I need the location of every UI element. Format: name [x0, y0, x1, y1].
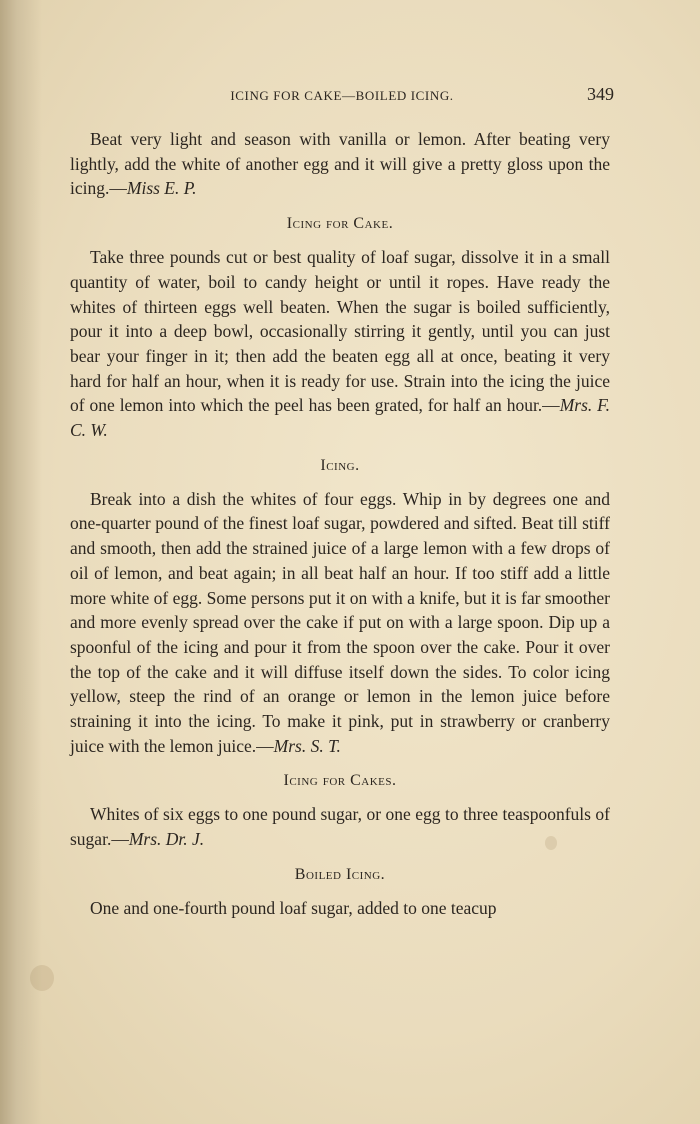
recipe-heading: Icing for Cake.	[286, 215, 394, 233]
recipe-attribution: Mrs. F. C. W.	[70, 395, 610, 441]
recipe-text: Break into a dish the whites of four eggs. Whip in by degrees one and one-quarter pound of the finest loaf sugar, powdered and sifted. Beat till stiff and smooth, then add the strained juice of a large lemon with a few drops of oil of lemon, and beat again; in all beat half an hour. If too stiff add a little more white of egg. Some persons put it on with a knife, but it is far smoother and more evenly spread over the cake if put on with a large spoon. Dip up a spoonful of the icing and pour it from the spoon over the cake. Pour it over the top of the cake and it will diffuse itself down the sides. To color icing yellow, steep the rind of an orange or lemon in the lemon juice before straining it into the icing. To make it pink, put in strawberry or cranberry juice with the lemon juice.—	[70, 488, 610, 756]
page-number: 349	[587, 84, 614, 104]
recipe-heading: Boiled Icing.	[294, 865, 386, 883]
recipe-text: One and one-fourth pound loaf sugar, added to one teacup	[90, 897, 497, 918]
recipe-attribution: Mrs. Dr. J.	[128, 829, 205, 850]
recipe-paragraph	[70, 896, 610, 921]
paper-stain	[30, 965, 54, 991]
recipe-attribution: Miss E. P.	[126, 178, 197, 199]
recipe-text: Beat very light and season with vanilla or lemon. After beating very lightly, add the white of another egg and it will give a pretty gloss upon the icing.—	[70, 129, 610, 199]
recipe-text: Whites of six eggs to one pound sugar, or one egg to three teaspoonfuls of sugar.—	[70, 804, 610, 850]
recipe-text: Take three pounds cut or best quality of loaf sugar, dissolve it in a small quantity of water, boil to candy height or until it ropes. Have ready the whites of thirteen eggs well beaten. When the sugar is boiled sufficiently, pour it into a deep bowl, occasionally stirring it gently, until you can just bear your finger in it; then add the beaten egg all at once, beating it very hard for half an hour, when it is ready for use. Strain into the icing the juice of one lemon into which the peel has been grated, for half an hour.—	[70, 247, 610, 416]
recipe-paragraph	[70, 487, 610, 759]
recipe-paragraph	[70, 245, 610, 443]
page-body	[70, 127, 610, 921]
recipe-paragraph	[70, 127, 610, 201]
recipe-attribution: Mrs. S. T.	[273, 735, 341, 756]
recipe-paragraph	[70, 802, 610, 851]
recipe-heading: Icing.	[320, 456, 360, 474]
page-gutter-shadow	[0, 0, 42, 1124]
recipe-heading: Icing for Cakes.	[283, 772, 397, 790]
page-header	[70, 84, 614, 110]
running-head: ICING FOR CAKE—BOILED ICING.	[230, 88, 454, 103]
